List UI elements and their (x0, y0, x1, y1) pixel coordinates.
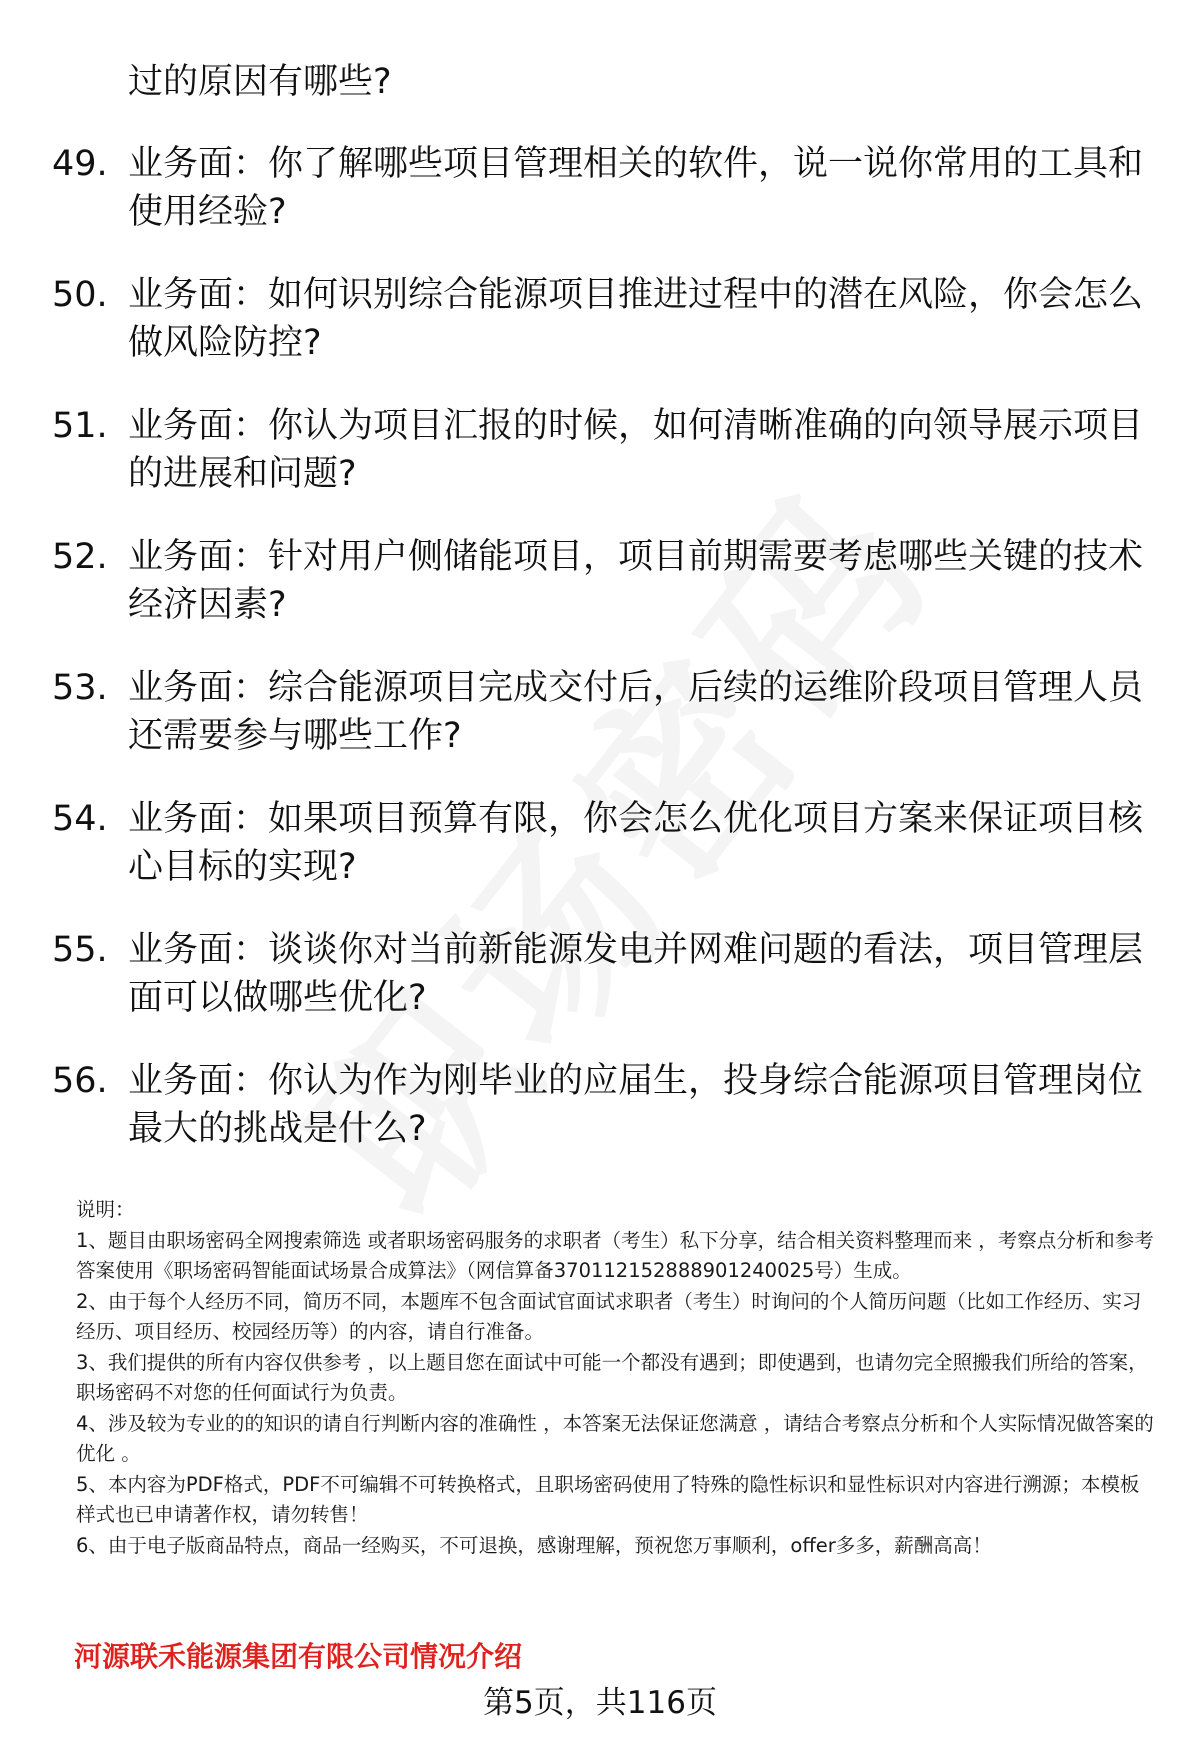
note-item: 1、题目由职场密码全网搜索筛选 或者职场密码服务的求职者（考生）私下分享，结合相关资料整理而来 ，考察点分析和参考答案使用《职场密码智能面试场景合成算法》（网信算备370112152888901240025号）生成。 (76, 1228, 1154, 1282)
note-item: 2、由于每个人经历不同，简历不同，本题库不包含面试官面试求职者（考生）时询问的个人简历问题（比如工作经历、实习经历、项目经历、校园经历等）的内容，请自行准备。 (76, 1289, 1142, 1343)
question-item (52, 664, 1152, 760)
question-text: 业务面：你了解哪些项目管理相关的软件，说一说你常用的工具和使用经验? (128, 144, 1144, 232)
question-number: 55. (52, 930, 108, 970)
question-number: 51. (52, 406, 108, 446)
question-text: 业务面：如果项目预算有限，你会怎么优化项目方案来保证项目核心目标的实现? (128, 799, 1144, 887)
question-continuation: 过的原因有哪些? (128, 62, 392, 102)
question-item (52, 533, 1152, 629)
note-item: 4、涉及较为专业的的知识的请自行判断内容的准确性 ，本答案无法保证您满意 ，请结合考察点分析和个人实际情况做答案的优化 。 (76, 1411, 1154, 1465)
note-item: 3、我们提供的所有内容仅供参考 ，以上题目您在面试中可能一个都没有遇到；即使遇到，也请勿完全照搬我们所给的答案，职场密码不对您的任何面试行为负责。 (76, 1350, 1148, 1404)
question-number: 50. (52, 275, 108, 315)
notes-section (76, 1195, 1156, 1561)
notes-title: 说明： (76, 1198, 135, 1221)
question-number: 49. (52, 144, 108, 184)
question-text: 业务面：针对用户侧储能项目，项目前期需要考虑哪些关键的技术经济因素? (128, 537, 1144, 625)
question-item (52, 926, 1152, 1022)
question-item (52, 1057, 1152, 1153)
question-number: 52. (52, 537, 108, 577)
note-item: 5、本内容为PDF格式，PDF不可编辑不可转换格式，且职场密码使用了特殊的隐性标识和显性标识对内容进行溯源；本模板样式也已申请著作权，请勿转售！ (76, 1472, 1140, 1526)
question-item (52, 795, 1152, 891)
question-item (52, 271, 1152, 367)
company-intro-link[interactable]: 河源联禾能源集团有限公司情况介绍 (74, 1640, 523, 1673)
question-number: 53. (52, 668, 108, 708)
page-indicator: 第5页，共116页 (483, 1685, 717, 1721)
question-text: 业务面：你认为项目汇报的时候，如何清晰准确的向领导展示项目的进展和问题? (128, 406, 1144, 494)
question-item (52, 140, 1152, 236)
question-item (52, 402, 1152, 498)
question-number: 54. (52, 799, 108, 839)
question-text: 业务面：你认为作为刚毕业的应届生，投身综合能源项目管理岗位最大的挑战是什么? (128, 1061, 1144, 1149)
question-text: 业务面：综合能源项目完成交付后，后续的运维阶段项目管理人员还需要参与哪些工作? (128, 668, 1144, 756)
question-number: 56. (52, 1061, 108, 1101)
note-item: 6、由于电子版商品特点，商品一经购买，不可退换，感谢理解，预祝您万事顺利，offer多多，薪酬高高！ (76, 1533, 992, 1557)
question-text: 业务面：谈谈你对当前新能源发电并网难问题的看法，项目管理层面可以做哪些优化? (128, 930, 1144, 1018)
question-text: 业务面：如何识别综合能源项目推进过程中的潜在风险，你会怎么做风险防控? (128, 275, 1144, 363)
